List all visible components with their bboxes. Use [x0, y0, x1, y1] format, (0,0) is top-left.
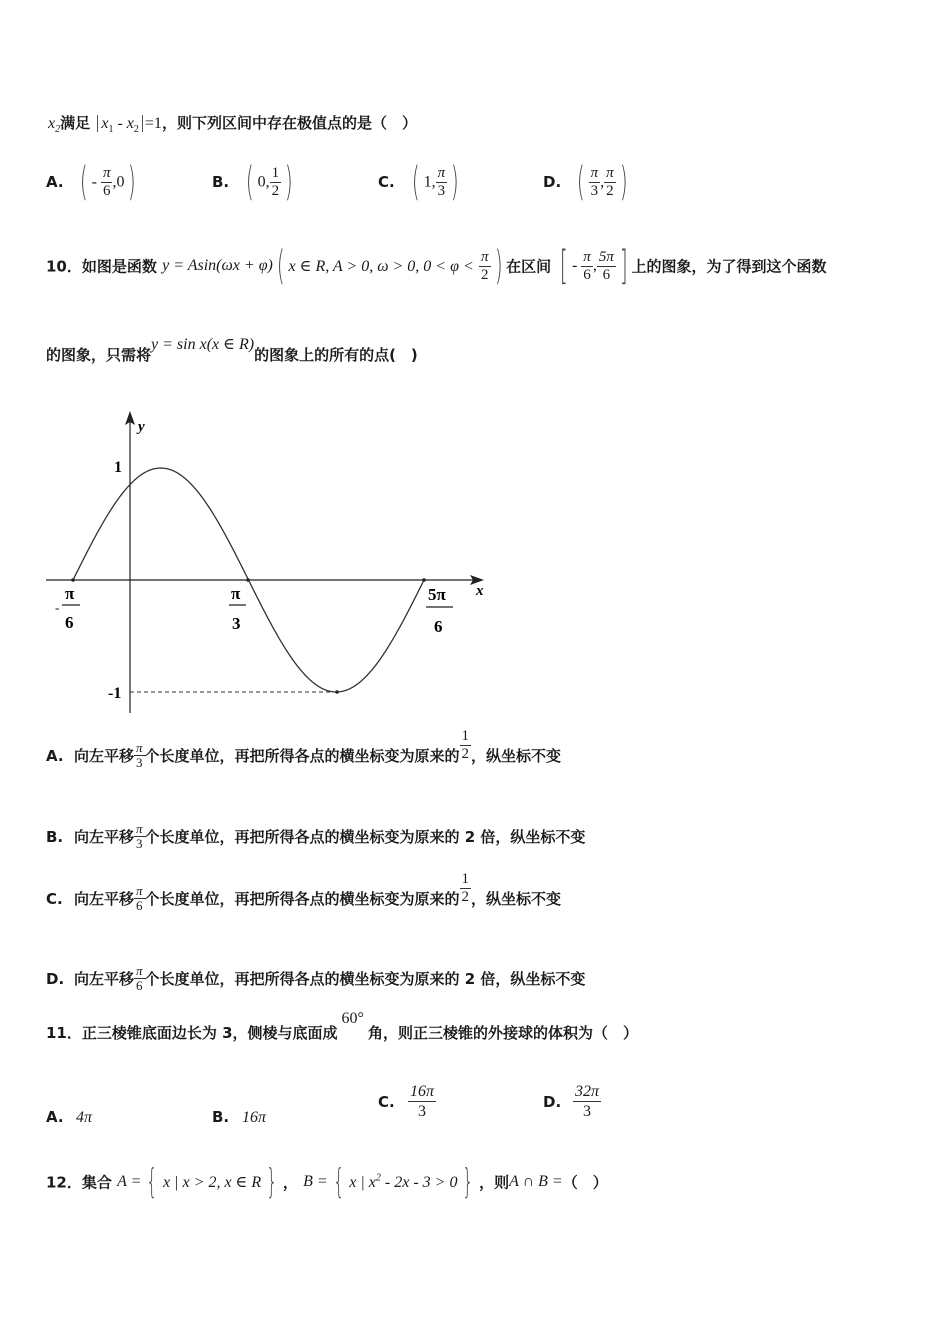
q12-set-a-body: x | x > 2, x ∈ R — [163, 1174, 262, 1191]
q10-sine-graph — [40, 405, 510, 715]
q10-number: 10． — [46, 257, 82, 276]
tick-y-minus-1: -1 — [108, 685, 122, 702]
y-axis-label: y — [138, 419, 145, 435]
q9-option-c[interactable]: C. ( 1, $\frac{\pi}{3}$ ) — [378, 159, 459, 205]
q11-angle: 60° — [341, 1010, 364, 1027]
q9-option-b[interactable]: B. ( 0, $\frac{1}{2}$ ) — [212, 159, 293, 205]
q12-set-a-name: A = — [117, 1173, 142, 1190]
q11-option-a[interactable]: A. 4π — [46, 1108, 93, 1126]
q9-lead-var: $x_2$ — [48, 115, 61, 136]
q9-option-a[interactable]: A. ( - $\frac{\pi}{6}$ ,0) — [46, 159, 137, 205]
tick-left-den: 6 — [65, 613, 74, 632]
q11-option-d[interactable]: D. $\frac{32\pi}{3}$ — [543, 1083, 600, 1120]
q12-number: 12． — [46, 1173, 82, 1192]
q10-stem-line1: 10．如图是函数 y = Asin(ωx + φ)( x ∈ R, A > 0, ω > 0, 0 < φ < $\frac{\pi}{2}$ ) 在区间 [ - $\frac{\pi}{6}$ , $\frac{5\pi}{6}$ ] 上的图象，为了得到这个函数 — [46, 243, 827, 289]
q9-question: ，则下列区间中存在极值点的是（ ） — [161, 114, 417, 132]
tick-mid-num: π — [231, 584, 241, 603]
zero-point-left — [71, 578, 75, 582]
q11-option-b[interactable]: B. 16π — [212, 1108, 267, 1126]
tick-y-1: 1 — [114, 459, 122, 476]
q12-stem: 12．集合 A = { x | x > 2, x ∈ R } ， B = { x | $x^2 - 2x - 3 > 0$ } ，则A ∩ B =（ ） — [46, 1162, 608, 1202]
q9-stem — [48, 112, 417, 135]
q11-stem: 11．正三棱锥底面边长为 3，侧棱与底面成60°角，则正三棱锥的外接球的体积为（ ） — [46, 1010, 638, 1042]
zero-point-mid — [246, 578, 250, 582]
q10-condition: x ∈ R, A > 0, ω > 0, 0 < φ < — [288, 258, 474, 275]
q10-stem-line2: 的图象，只需将y = sin x(x ∈ R)的图象上的所有的点( ) — [46, 336, 418, 364]
q12-intersection: A ∩ B = — [509, 1173, 563, 1190]
x-axis-label: x — [476, 583, 484, 599]
q12-set-b-name: B = — [303, 1173, 328, 1190]
q10-intro: 如图是函数 — [81, 257, 157, 276]
q11-option-c[interactable]: C. $\frac{16\pi}{3}$ — [378, 1083, 435, 1120]
q9-option-d[interactable]: D. ( $\frac{\pi}{3}$ , $\frac{\pi}{2}$ ) — [543, 159, 628, 205]
q10-interval-label: 在区间 — [506, 257, 552, 276]
q12-set-b-body: x | $x^2 - 2x - 3 > 0$ — [349, 1172, 458, 1191]
q9-abs-expression: $x_1 - x_2 =1$ — [97, 115, 162, 132]
q9-cond-label: 满足 — [60, 114, 91, 132]
q10-tail: 上的图象，为了得到这个函数 — [631, 257, 827, 276]
tick-right-den: 6 — [434, 617, 443, 636]
q10-option-d[interactable]: D. 向左平移 $\frac{\pi}{6}$ 个长度单位，再把所得各点的横坐标变为原来的 2 倍，纵坐标不变 — [46, 963, 586, 993]
q10-option-c[interactable]: C. 向左平移 $\frac{\pi}{6}$ 个长度单位，再把所得各点的横坐标变为原来的 $\frac{1}{2}$ ，纵坐标不变 — [46, 871, 562, 913]
min-point — [335, 690, 339, 694]
tick-right-num: 5π — [428, 585, 446, 604]
q11-number: 11． — [46, 1024, 82, 1042]
q10-function: y = Asin(ωx + φ) — [162, 257, 273, 274]
tick-left-sign: - — [55, 600, 60, 615]
tick-left-num: π — [65, 584, 75, 603]
zero-point-right — [422, 578, 426, 582]
q10-option-b[interactable]: B. 向左平移 $\frac{\pi}{3}$ 个长度单位，再把所得各点的横坐标变为原来的 2 倍，纵坐标不变 — [46, 821, 586, 851]
q10-option-a[interactable]: A. 向左平移 $\frac{\pi}{3}$ 个长度单位，再把所得各点的横坐标变为原来的 $\frac{1}{2}$ ，纵坐标不变 — [46, 728, 562, 770]
q10-sin-function: y = sin x(x ∈ R) — [151, 336, 255, 353]
tick-mid-den: 3 — [232, 614, 241, 633]
